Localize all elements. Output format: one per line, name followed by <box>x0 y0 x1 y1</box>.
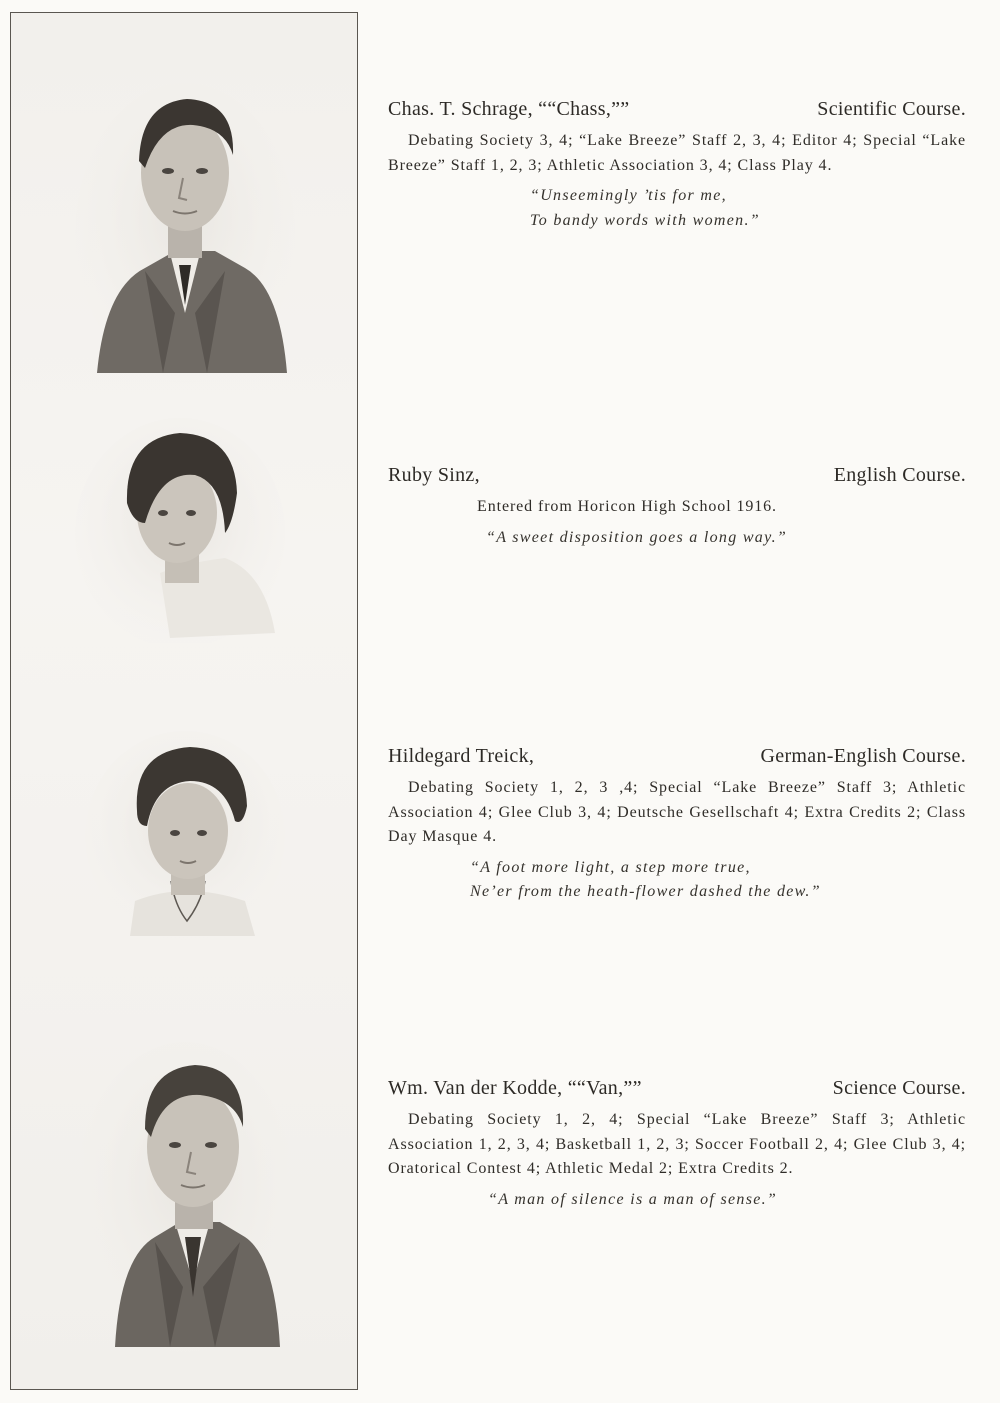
quote-line: “Unseemingly ’tis for me, <box>530 187 727 204</box>
quote-line: Ne’er from the heath-flower dashed the dew.” <box>470 883 821 900</box>
student-name: Ruby Sinz, <box>388 464 480 486</box>
portrait-photo <box>75 1037 295 1357</box>
portrait-photo <box>75 413 295 643</box>
quote-line: “A foot more light, a step more true, <box>470 858 751 876</box>
student-entry <box>388 1077 966 1212</box>
student-entry <box>388 98 966 233</box>
course-name: English Course. <box>833 464 966 486</box>
quote <box>388 526 966 551</box>
quote <box>388 184 966 233</box>
course-name: Scientific Course. <box>817 98 966 120</box>
entry-header <box>388 464 966 487</box>
portrait-photo <box>75 73 295 383</box>
student-entry <box>388 464 966 550</box>
entry-header <box>388 1077 966 1100</box>
student-entry <box>388 745 966 905</box>
quote <box>388 1188 966 1213</box>
portrait-photo <box>75 731 295 941</box>
activities-text: Debating Society 1, 2, 3 ,4; Special “Lake Breeze” Staff 3; Athletic Association 4; Glee Club 3, 4; Deutsche Gesellschaft 4; Extra Credits 2; Class Day Masque 4. <box>388 779 966 845</box>
student-name: Chas. T. Schrage, ““Chass,”” <box>388 98 630 120</box>
quote-line: “A sweet disposition goes a long way.” <box>486 528 788 546</box>
entry-header <box>388 98 966 121</box>
course-name: Science Course. <box>832 1077 966 1099</box>
quote <box>388 856 966 905</box>
entry-header <box>388 745 966 768</box>
activities-text: Entered from Horicon High School 1916. <box>477 498 777 515</box>
quote-line: To bandy words with women.” <box>530 211 760 229</box>
course-name: German-English Course. <box>760 745 966 767</box>
student-name: Hildegard Treick, <box>388 745 535 767</box>
photo-panel <box>10 12 358 1390</box>
activities-text: Debating Society 1, 2, 4; Special “Lake Breeze” Staff 3; Athletic Association 1, 2, 3, 4; Basketball 1, 2, 3; Soccer Football 2, 4; Glee Club 3, 4; Oratorical Contest 4; Athletic Medal 2; Extra Credits 2. <box>388 1111 966 1177</box>
quote-line: “A man of silence is a man of sense.” <box>488 1190 778 1208</box>
activities-text: Debating Society 3, 4; “Lake Breeze” Staff 2, 3, 4; Editor 4; Special “Lake Breeze” Staff 1, 2, 3; Athletic Association 3, 4; Class Play 4. <box>388 132 966 174</box>
student-name: Wm. Van der Kodde, ““Van,”” <box>388 1077 642 1099</box>
